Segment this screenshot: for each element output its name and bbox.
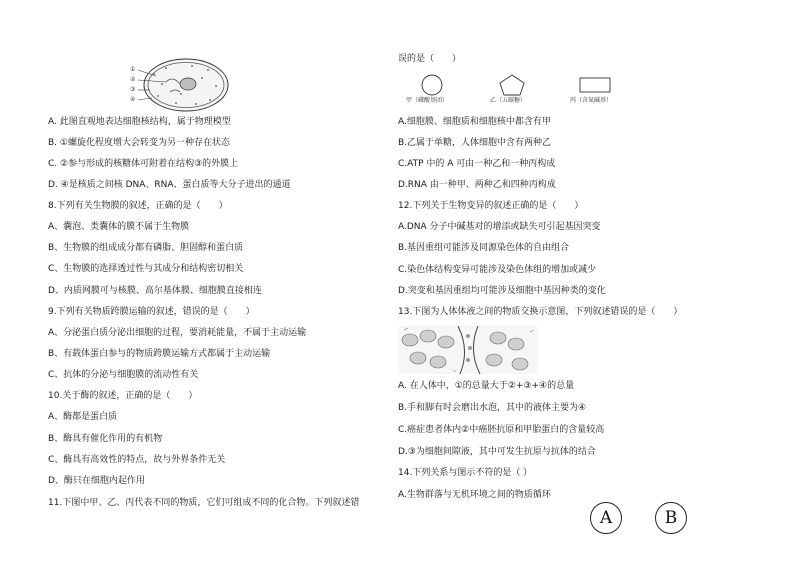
question-8-option-c: C、生物膜的选择透过性与其成分和结构密切相关 [48, 264, 244, 274]
label-bing: 丙（含氮碱基） [570, 97, 613, 104]
question-7-option-c: C. ②参与形成的核糖体可附着在结构③的外膜上 [48, 159, 239, 169]
question-12-option-a: A.DNA 分子中碱基对的增添或缺失可引起基因突变 [398, 222, 601, 232]
question-10-option-b: B、酶具有催化作用的有机物 [48, 434, 163, 444]
question-8-option-d: D、内质网膜可与核膜、高尔基体膜、细胞膜直接相连 [48, 286, 262, 296]
question-14-stem: 14.下列关系与图示不符的是（ ） [398, 468, 533, 478]
body-fluid-diagram [398, 326, 538, 374]
question-11-option-b: B.乙属于单糖，人体细胞中含有两种乙 [398, 138, 552, 148]
question-10-stem: 10.关于酶的叙述，正确的是（ ） [48, 391, 198, 401]
label-yi: 乙（五碳糖） [490, 97, 527, 104]
question-11-stem: 11.下图中甲、乙、丙代表不同的物质，它们可组成不同的化合物。下列叙述错 [48, 498, 360, 508]
cell-nucleus-diagram [126, 56, 232, 114]
question-8-option-b: B、生物膜的组成成分都有磷脂、胆固醇和蛋白质 [48, 243, 244, 253]
question-14-option-a: A.生物群落与无机环境之间的物质循环 [398, 490, 551, 500]
label-jia: 甲（磷酸基团） [406, 97, 449, 104]
cell-marker-3: ③ [130, 86, 136, 93]
question-7-option-d: D. ④是核质之间核 DNA、RNA、蛋白质等大分子进出的通道 [48, 180, 291, 190]
question-13-option-a: A. 在人体中，①的总量大于②+③+④的总量 [398, 381, 575, 391]
question-13-option-b: B.手和脚有时会磨出水泡，其中的液体主要为④ [398, 403, 587, 413]
circle-b: B [655, 502, 687, 534]
question-12-option-b: B.基因重组可能涉及同源染色体的自由组合 [398, 243, 570, 253]
cell-marker-4: ④ [130, 96, 136, 103]
question-10-option-a: A、酶都是蛋白质 [48, 412, 118, 422]
question-12-stem: 12.下列关于生物变异的叙述正确的是（ ） [398, 201, 584, 211]
question-12-option-c: C.染色体结构变异可能涉及染色体组的增加或减少 [398, 265, 597, 275]
question-7-option-b: B. ①螺旋化程度增大会转变为另一种存在状态 [48, 138, 230, 148]
question-12-option-d: D.突变和基因重组均可能涉及细胞中基因种类的变化 [398, 286, 606, 296]
question-7-option-a: A. 此图直观地表达细胞核结构，属于物理模型 [48, 117, 231, 127]
cell-marker-1: ① [130, 66, 136, 73]
question-11-option-c: C.ATP 中的 A 可由一种乙和一种丙构成 [398, 159, 556, 169]
cell-marker-2: ② [130, 76, 136, 83]
base-rectangle [580, 78, 610, 92]
question-11-option-d: D.RNA 由一种甲、两种乙和四种丙构成 [398, 180, 556, 190]
question-10-option-c: C、酶具有高效性的特点，故与外界条件无关 [48, 455, 226, 465]
question-9-option-b: B、有载体蛋白参与的物质跨膜运输方式都属于主动运输 [48, 349, 271, 359]
question-11-stem-continued: 误的是（ ） [398, 54, 462, 64]
question-13-stem: 13.下图为人体体液之间的物质交换示意图，下列叙述错误的是（ ） [398, 307, 683, 317]
question-13-option-d: D.③为细胞间隙液，其中可发生抗原与抗体的结合 [398, 447, 596, 457]
question-8-option-a: A、囊泡、类囊体的膜不属于生物膜 [48, 222, 190, 232]
question-10-option-d: D、酶只在细胞内起作用 [48, 476, 145, 486]
molecule-shapes-figure [400, 72, 640, 98]
question-9-stem: 9.下列有关物质跨膜运输的叙述，错误的是（ ） [48, 307, 255, 317]
question-9-option-a: A、分泌蛋白质分泌出细胞的过程，要消耗能量，不属于主动运输 [48, 328, 307, 338]
question-13-option-c: C.癌症患者体内②中癌胚抗原和甲胎蛋白的含量较高 [398, 425, 605, 435]
question-8-stem: 8.下列有关生物膜的叙述，正确的是（ ） [48, 201, 228, 211]
circle-a: A [590, 502, 622, 534]
question-9-option-c: C、抗体的分泌与细胞膜的流动性有关 [48, 370, 199, 380]
pentose-pentagon [500, 75, 524, 95]
phosphate-circle [422, 75, 442, 95]
question-11-option-a: A.细胞膜、细胞质和细胞核中都含有甲 [398, 117, 551, 127]
